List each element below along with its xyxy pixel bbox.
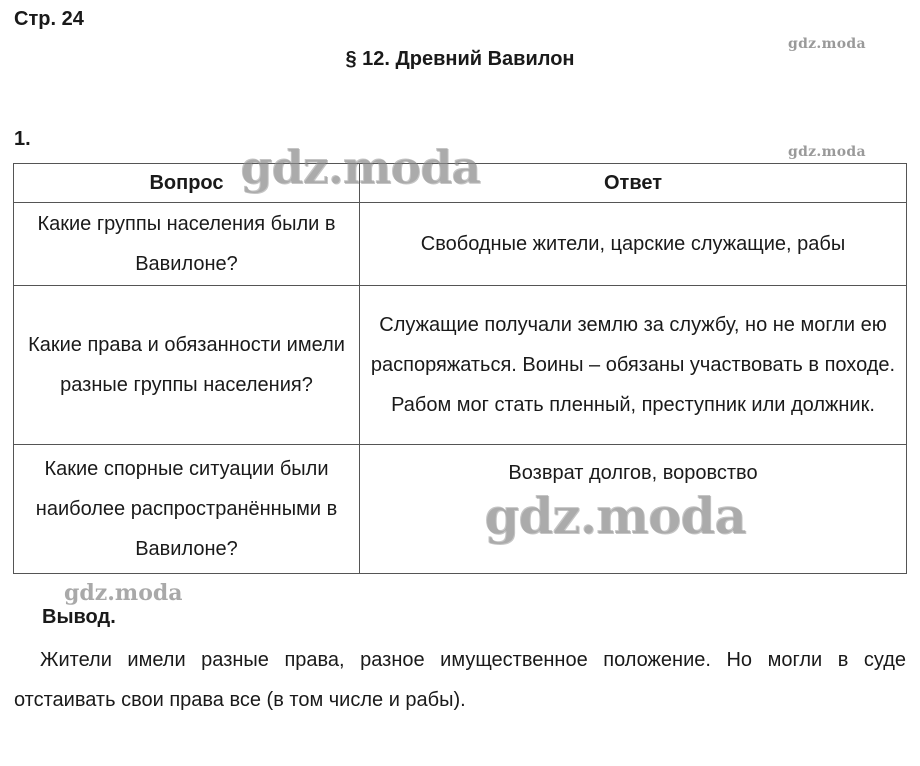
conclusion-text: Жители имели разные права, разное имущественное положение. Но могли в суде отстаивать свои права все (в том числе и рабы). — [14, 649, 906, 711]
watermark: gdz.moda — [64, 580, 183, 606]
qa-table — [13, 163, 907, 574]
page-number: Стр. 24 — [14, 8, 84, 30]
answer-cell: Свободные жители, царские служащие, рабы — [360, 203, 907, 286]
column-header-question: Вопрос — [14, 164, 360, 203]
watermark: gdz.moda — [788, 36, 866, 52]
watermark: gdz.moda — [240, 140, 480, 194]
answer-cell: Возврат долгов, воровство — [360, 445, 907, 574]
question-cell: Какие права и обязанности имели разные группы населения? — [14, 286, 360, 445]
question-cell: Какие спорные ситуации были наиболее распространёнными в Вавилоне? — [14, 445, 360, 574]
watermark: gdz.moda — [788, 144, 866, 160]
conclusion-heading: Вывод. — [42, 606, 116, 628]
table-row — [14, 445, 907, 574]
table-header-row — [14, 164, 907, 203]
table-row — [14, 286, 907, 445]
column-header-answer: Ответ — [360, 164, 907, 203]
watermark: gdz.moda — [484, 486, 746, 545]
question-cell: Какие группы населения были в Вавилоне? — [14, 203, 360, 286]
answer-cell: Служащие получали землю за службу, но не могли ею распоряжаться. Воины – обязаны участвовать в походе. Рабом мог стать пленный, преступник или должник. — [360, 286, 907, 445]
table-row — [14, 203, 907, 286]
page-title: § 12. Древний Вавилон — [345, 48, 575, 70]
task-number: 1. — [14, 128, 31, 150]
